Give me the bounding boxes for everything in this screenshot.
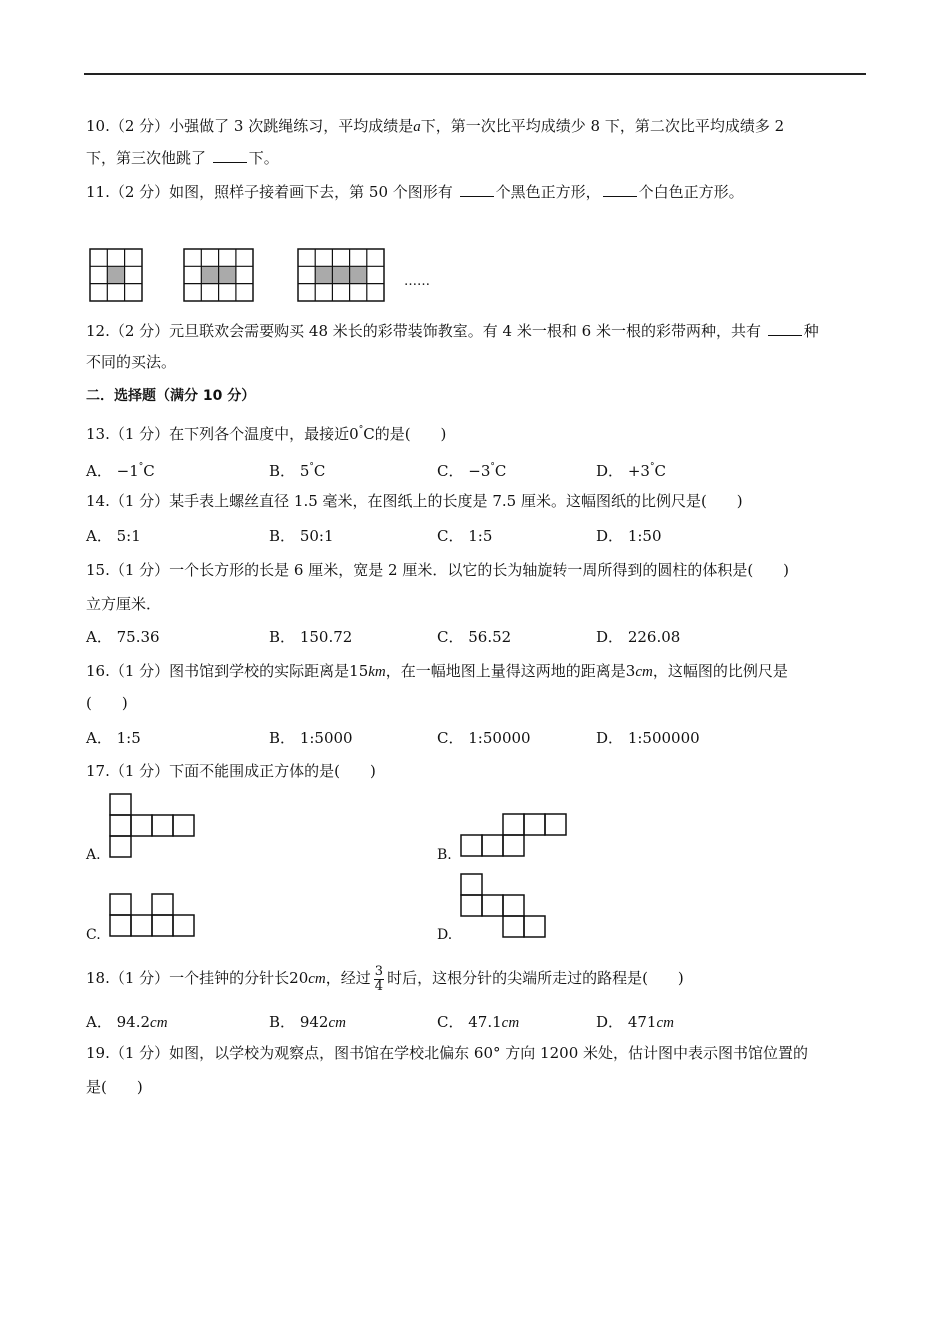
q11-blank-black[interactable] (460, 182, 494, 197)
q11-blank-white[interactable] (603, 182, 637, 197)
q18-option-b-label: B． (269, 1013, 296, 1031)
q18-option-c-value: 47.1 (468, 1013, 502, 1031)
q18-option-a-value: 94.2 (116, 1013, 151, 1031)
q16-option-c[interactable] (437, 728, 531, 748)
q12-text: 12.（2 分）元旦联欢会需要购买 48 米长的彩带装饰教室。有 4 米一根和 6 米一根的彩带两种，共有 (86, 322, 761, 340)
q13-text-2: 的是( ) (374, 425, 447, 443)
q17-stem: 17.（1 分）下面不能围成正方体的是( ) (86, 762, 376, 780)
q15-option-a[interactable] (86, 627, 160, 647)
q16-option-b-label: B． (269, 729, 296, 747)
q15-line1: 15.（1 分）一个长方形的长是 6 厘米，宽是 2 厘米．以它的长为轴旋转一周所得到的圆柱的体积是( ) (86, 561, 790, 579)
q11-line (86, 182, 744, 202)
q13-option-a-unit: C (143, 462, 155, 480)
header-rule (84, 73, 866, 75)
q12-answer-blank[interactable] (768, 321, 802, 336)
q14-option-d-label: D． (596, 527, 624, 545)
q13-option-d-unit: C (654, 462, 666, 480)
q18-stem (86, 962, 684, 995)
q16-option-d-label: D． (596, 729, 624, 747)
q19-line2: 是( ) (86, 1078, 143, 1096)
q13-option-c[interactable] (437, 457, 506, 481)
q13-option-d-deg: ° (649, 462, 655, 472)
q11-text-2: 个黑色正方形， (495, 183, 601, 201)
q16-text: 16.（1 分）图书馆到学校的实际距离是 (86, 662, 350, 680)
q16-option-c-value: 1:50000 (468, 729, 531, 747)
q18-option-d-unit: cm (656, 1015, 674, 1031)
q16-option-a[interactable] (86, 728, 141, 748)
q11-figure-1 (90, 249, 142, 301)
q13-option-c-deg: ° (490, 462, 495, 472)
q15-option-b-value: 150.72 (299, 628, 353, 646)
q13-option-b-value: 5 (299, 462, 310, 480)
q16-option-d[interactable] (596, 728, 700, 748)
q11-figure-3 (298, 249, 384, 301)
q16-text-2: ，在一幅地图上量得这两地的距离是 (385, 662, 626, 680)
q15-option-b-label: B． (269, 628, 296, 646)
q10-text-2: 下，第一次比平均成绩少 8 下，第二次比平均成绩多 2 (420, 117, 785, 135)
q18-option-b-unit: cm (328, 1015, 346, 1031)
q13-option-a-deg: ° (138, 462, 144, 472)
q14-option-d-value: 1:50 (627, 527, 662, 545)
q11-ellipsis: …… (404, 274, 430, 289)
q13-option-c-unit: C (494, 462, 507, 480)
q16-option-b[interactable] (269, 728, 353, 748)
q15-option-d-label: D． (596, 628, 624, 646)
q10-text-4: 下。 (248, 149, 279, 167)
q10-line2 (86, 148, 279, 168)
q16-option-b-value: 1:5000 (299, 729, 353, 747)
q15-option-b[interactable] (269, 627, 352, 647)
q17-option-c-label[interactable]: C. (86, 927, 101, 943)
q16-text-3: ，这幅图的比例尺是 (652, 662, 788, 680)
section-2-title: 二．选择题（满分 10 分） (86, 388, 256, 404)
q12-line2: 不同的买法。 (86, 353, 177, 371)
q16-line2: ( ) (86, 694, 128, 712)
q18-option-c-label: C． (437, 1013, 464, 1031)
q13-option-c-label: C． (437, 462, 464, 480)
q13-deg: ° (358, 425, 364, 435)
q18-option-a[interactable] (86, 1012, 168, 1033)
q18-option-d[interactable] (596, 1012, 674, 1033)
q15-option-c-value: 56.52 (468, 628, 512, 646)
q13-stem (86, 420, 446, 444)
q13-option-b[interactable] (269, 457, 325, 481)
q18-text-3: 时后，这根分针的尖端所走过的路程是( ) (387, 969, 684, 987)
q13-temp: 0 (349, 425, 359, 443)
q11-figure-2 (184, 249, 253, 301)
q10-answer-blank[interactable] (213, 148, 247, 163)
q16-distance: 15 (349, 662, 369, 680)
q10-text: 10.（2 分）小强做了 3 次跳绳练习，平均成绩是 (86, 117, 414, 135)
q11-text-3: 个白色正方形。 (638, 183, 744, 201)
q19-line1: 19.（1 分）如图，以学校为观察点，图书馆在学校北偏东 60° 方向 1200 米处，估计图中表示图书馆位置的 (86, 1044, 809, 1062)
q10-text-3: 下，第三次他跳了 (86, 149, 207, 167)
q12-text-2: 种 (803, 322, 819, 340)
q16-map-distance: 3 (625, 662, 636, 680)
q14-option-b-value: 50:1 (299, 527, 334, 545)
q18-option-a-unit: cm (150, 1015, 168, 1031)
q13-option-a[interactable] (86, 457, 155, 481)
q18-length: 20 (289, 969, 309, 987)
q14-option-b[interactable] (269, 526, 334, 546)
q17-net-a (110, 794, 196, 858)
q14-option-c-value: 1:5 (468, 527, 493, 545)
q15-option-a-label: A． (86, 628, 112, 646)
q13-option-d-label: D． (596, 462, 624, 480)
q14-option-c[interactable] (437, 526, 492, 546)
q16-option-d-value: 1:500000 (627, 729, 700, 747)
q18-option-b-value: 942 (299, 1013, 329, 1031)
q13-unit: C (363, 425, 375, 443)
q14-option-d[interactable] (596, 526, 662, 546)
q18-option-c[interactable] (437, 1012, 519, 1033)
q18-unit: cm (308, 971, 326, 987)
q13-option-a-value: −1 (116, 462, 139, 480)
q13-text: 13.（1 分）在下列各个温度中，最接近 (86, 425, 350, 443)
q17-net-b (461, 814, 568, 857)
q18-text-2: ，经过 (325, 969, 371, 987)
q18-fraction (374, 965, 384, 994)
q13-option-a-label: A． (86, 462, 112, 480)
q17-option-a-label[interactable]: A. (86, 847, 101, 863)
q17-option-b-label[interactable]: B. (437, 847, 452, 863)
q18-option-b[interactable] (269, 1012, 346, 1033)
q14-option-a-label: A． (86, 527, 112, 545)
q16-line1 (86, 661, 788, 682)
q15-option-d-value: 226.08 (627, 628, 681, 646)
q18-option-c-unit: cm (501, 1015, 520, 1031)
q15-option-d[interactable] (596, 627, 680, 647)
q10-line1 (86, 116, 784, 137)
q16-option-a-value: 1:5 (116, 729, 141, 747)
q14-option-a-value: 5:1 (116, 527, 141, 545)
q18-text: 18.（1 分）一个挂钟的分针长 (86, 969, 290, 987)
q16-unit-cm: cm (635, 664, 653, 680)
q11-text: 11.（2 分）如图，照样子接着画下去，第 50 个图形有 (86, 183, 453, 201)
q13-option-d[interactable] (596, 457, 666, 481)
q18-option-a-label: A． (86, 1013, 112, 1031)
q16-option-c-label: C． (437, 729, 464, 747)
q17-net-d (461, 874, 547, 938)
q14-option-a[interactable] (86, 526, 141, 546)
q15-option-c-label: C． (437, 628, 464, 646)
q10-var: a (413, 119, 421, 135)
q13-option-b-unit: C (313, 462, 326, 480)
q14-option-b-label: B． (269, 527, 296, 545)
q17-net-c (110, 894, 196, 937)
q15-option-c[interactable] (437, 627, 511, 647)
q15-option-a-value: 75.36 (116, 628, 160, 646)
q17-option-d-label[interactable]: D. (437, 927, 453, 943)
q16-unit-km: km (368, 664, 386, 680)
q14-option-c-label: C． (437, 527, 464, 545)
q14-stem: 14.（1 分）某手表上螺丝直径 1.5 毫米，在图纸上的长度是 7.5 厘米。这幅图纸的比例尺是( ) (86, 492, 743, 510)
q16-option-a-label: A． (86, 729, 112, 747)
q18-option-d-value: 471 (627, 1013, 657, 1031)
q13-option-b-label: B． (269, 462, 296, 480)
q12-line1 (86, 321, 819, 341)
q15-line2: 立方厘米． (86, 595, 162, 613)
q13-option-d-value: +3 (627, 462, 650, 480)
q13-option-b-deg: ° (309, 462, 314, 472)
q13-option-c-value: −3 (468, 462, 491, 480)
q18-fraction-numerator: 3 (374, 963, 384, 979)
q18-fraction-denominator: 4 (374, 978, 384, 994)
q18-option-d-label: D． (596, 1013, 624, 1031)
